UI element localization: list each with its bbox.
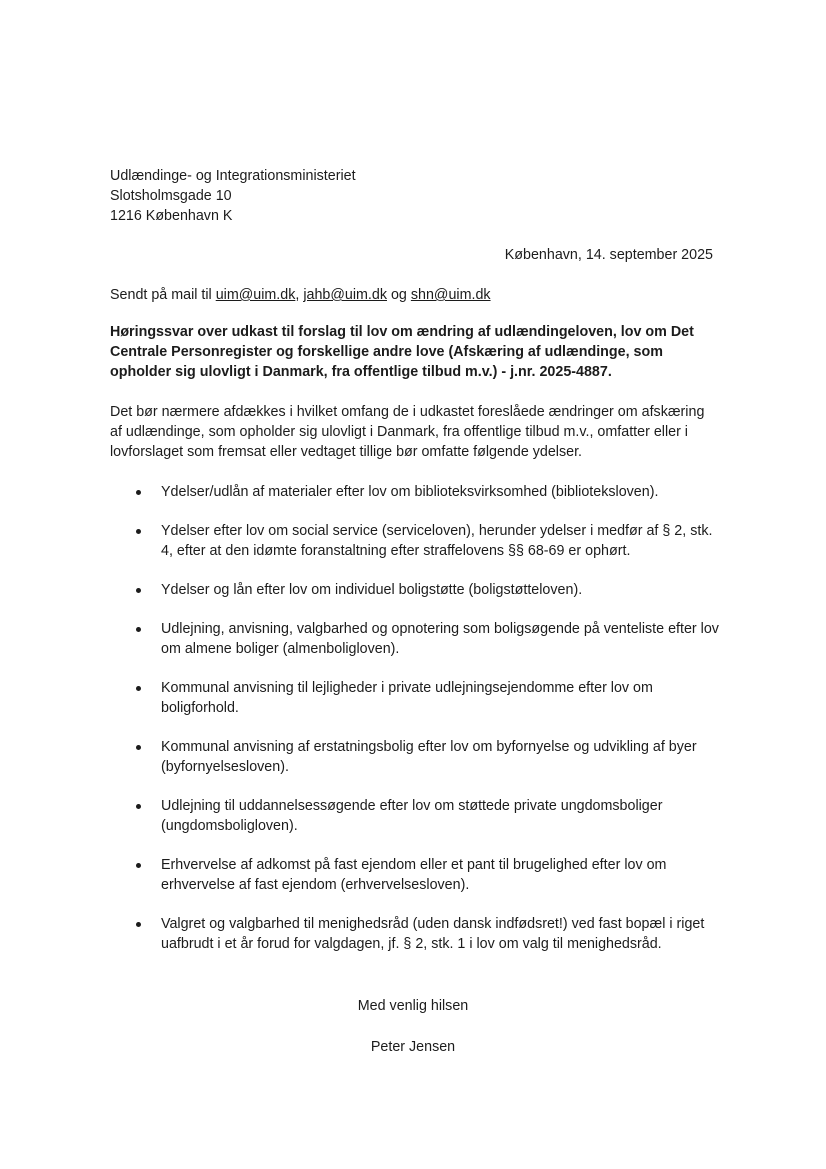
list-item-text: Ydelser/udlån af materialer efter lov om biblioteksvirksomhed (biblioteksloven). xyxy=(161,484,659,500)
recipient-name: Udlændinge- og Integrationsministeriet xyxy=(110,168,356,184)
bullet-dot xyxy=(136,627,141,632)
list-item xyxy=(110,678,725,718)
sent-prefix: Sendt på mail til xyxy=(110,287,212,303)
list-item xyxy=(110,521,725,561)
recipient-city: 1216 København K xyxy=(110,208,233,224)
list-item xyxy=(110,580,725,600)
bullet-dot xyxy=(136,745,141,750)
list-item-text: Erhvervelse af adkomst på fast ejendom eller et pant til brugelighed efter lov om erhvervelse af fast ejendom (erhvervelsesloven). xyxy=(161,857,667,893)
list-item-text: Kommunal anvisning af erstatningsbolig efter lov om byfornyelse og udvikling af byer (byfornyelsesloven). xyxy=(161,739,697,775)
list-item-text: Ydelser og lån efter lov om individuel boligstøtte (boligstøtteloven). xyxy=(161,582,583,598)
subject-heading: Høringssvar over udkast til forslag til lov om ændring af udlændingeloven, lov om Det Centrale Personregister og forskellige andre love (Afskæring af udlændinge, som opholder sig ulovligt i Danmark, fra offentlige tilbud m.v.) - j.nr. 2025-4887. xyxy=(110,324,694,380)
list-item-text: Valgret og valgbarhed til menighedsråd (uden dansk indfødsret!) ved fast bopæl i riget uafbrudt i et år forud for valgdagen, jf. § 2, stk. 1 i lov om valg til menighedsråd. xyxy=(161,916,705,952)
list-item xyxy=(110,914,725,954)
list-item xyxy=(110,796,725,836)
closing-greeting: Med venlig hilsen xyxy=(357,998,469,1014)
bullet-dot xyxy=(136,490,141,495)
sent-line xyxy=(110,285,491,305)
benefits-list xyxy=(110,482,725,973)
bullet-dot xyxy=(136,529,141,534)
list-item-text: Kommunal anvisning til lejligheder i private udlejningsejendomme efter lov om boligforhold. xyxy=(161,680,653,716)
bullet-dot xyxy=(136,804,141,809)
recipient-street: Slotsholmsgade 10 xyxy=(110,188,232,204)
recipient-address xyxy=(110,166,356,226)
intro-paragraph: Det bør nærmere afdækkes i hvilket omfang de i udkastet foreslåede ændringer om afskæring af udlændinge, som opholder sig ulovligt i Danmark, fra offentlige tilbud m.v., omfatter eller i lovforslaget som fremsat eller vedtaget tillige bør omfatte følgende ydelser. xyxy=(110,404,705,460)
list-item xyxy=(110,619,725,659)
bullet-dot xyxy=(136,922,141,927)
list-item xyxy=(110,737,725,777)
list-item xyxy=(110,482,725,502)
bullet-dot xyxy=(136,588,141,593)
list-item-text: Udlejning til uddannelsessøgende efter lov om støttede private ungdomsboliger (ungdomsboligloven). xyxy=(161,798,663,834)
bullet-dot xyxy=(136,686,141,691)
email-separator-comma: , xyxy=(295,287,300,303)
list-item-text: Ydelser efter lov om social service (serviceloven), herunder ydelser i medfør af § 2, stk. 4, efter at den idømte foranstaltning efter straffelovens §§ 68-69 er ophørt. xyxy=(161,523,713,559)
list-item xyxy=(110,855,725,895)
list-item-text: Udlejning, anvisning, valgbarhed og opnotering som boligsøgende på venteliste efter lov om almene boliger (almenboligloven). xyxy=(161,621,719,657)
bullet-dot xyxy=(136,863,141,868)
email-link-jahb[interactable]: jahb@uim.dk xyxy=(303,287,387,303)
email-separator-og: og xyxy=(390,287,407,303)
date-line: København, 14. september 2025 xyxy=(504,247,713,263)
email-link-shn[interactable]: shn@uim.dk xyxy=(410,287,491,303)
email-link-uim[interactable]: uim@uim.dk xyxy=(215,287,296,303)
signature-name: Peter Jensen xyxy=(370,1039,456,1055)
